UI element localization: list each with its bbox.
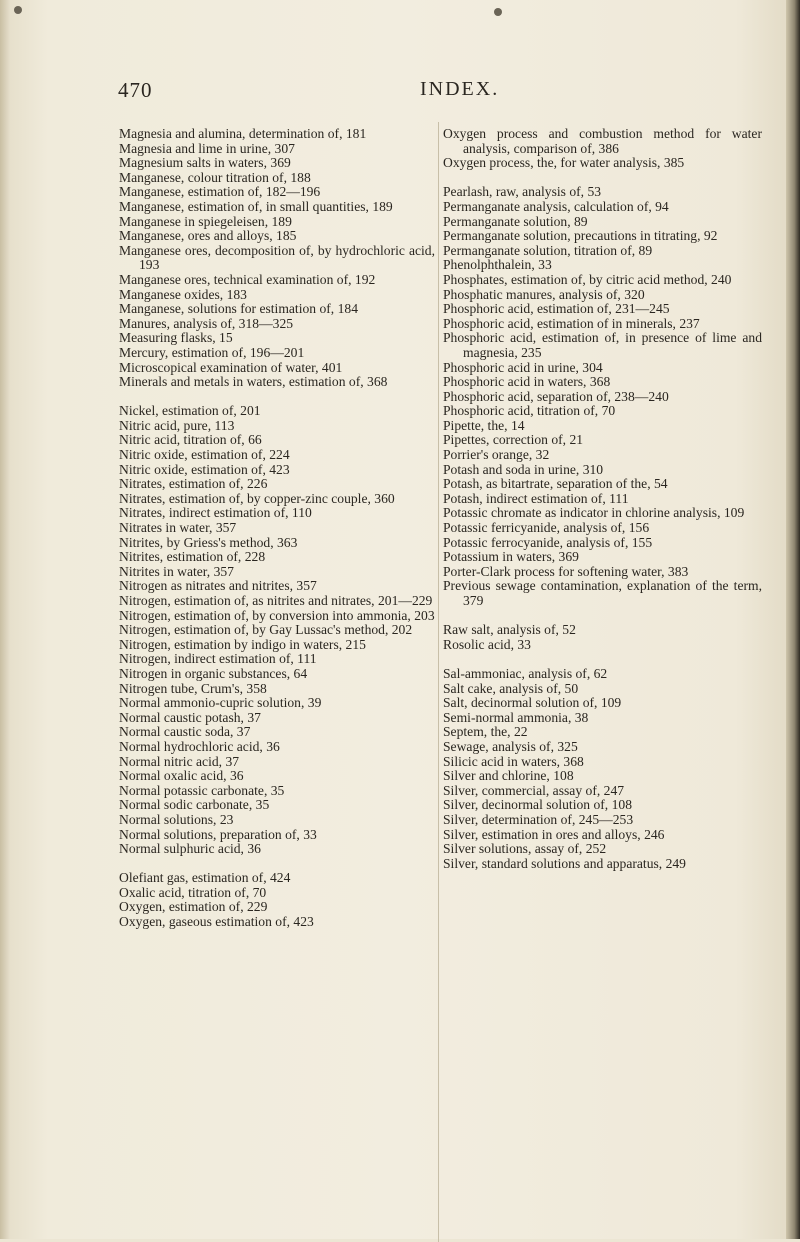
- index-entry: Silicic acid in waters, 368: [443, 753, 584, 769]
- index-entry: Normal potassic carbonate, 35: [119, 782, 285, 798]
- index-entry: Phosphoric acid, estimation of in minerals, 237: [443, 315, 700, 331]
- index-entry: Magnesia and lime in urine, 307: [119, 140, 295, 156]
- index-entry: Silver, determination of, 245—253: [443, 811, 634, 827]
- index-entry: Measuring flasks, 15: [119, 330, 233, 346]
- index-entry: Nitrites, by Griess's method, 363: [119, 534, 298, 550]
- index-entry: Phosphoric acid, separation of, 238—240: [443, 388, 669, 404]
- index-entry: Nitric oxide, estimation of, 224: [119, 447, 290, 463]
- section-gap: [443, 652, 762, 667]
- section-gap: [119, 390, 435, 405]
- index-entry: Manganese, ores and alloys, 185: [119, 228, 297, 244]
- index-entry: Nitrogen, estimation of, by Gay Lussac's method, 202: [119, 622, 413, 638]
- index-entry: Permanganate solution, 89: [443, 213, 588, 229]
- index-entry: Manganese in spiegeleisen, 189: [119, 213, 292, 229]
- index-entry: Nitrogen tube, Crum's, 358: [119, 680, 267, 696]
- scan-mark-dot: [494, 8, 502, 16]
- index-entry: Nitrites, estimation of, 228: [119, 549, 266, 565]
- index-entry: Potassic ferrocyanide, analysis of, 155: [443, 534, 653, 550]
- index-entry: Potash, as bitartrate, separation of the, 54: [443, 476, 668, 492]
- running-head: INDEX.: [420, 78, 500, 100]
- index-entry: Pearlash, raw, analysis of, 53: [443, 184, 602, 200]
- index-entry: Sewage, analysis of, 325: [443, 738, 578, 754]
- index-entry: Phosphates, estimation of, by citric acid method, 240: [443, 271, 732, 287]
- index-entry: Raw salt, analysis of, 52: [443, 622, 576, 638]
- index-entry: Phosphatic manures, analysis of, 320: [443, 286, 645, 302]
- index-entry: Silver and chlorine, 108: [443, 768, 574, 784]
- index-entry: Nitrogen as nitrates and nitrites, 357: [119, 578, 317, 594]
- index-entry: Manganese oxides, 183: [119, 286, 247, 302]
- index-entry: Permanganate analysis, calculation of, 94: [443, 198, 669, 214]
- index-entry: Magnesia and alumina, determination of, 181: [119, 126, 367, 141]
- index-column-left: [119, 127, 435, 930]
- index-entry: Porter-Clark process for softening water, 383: [443, 563, 689, 579]
- index-entry: Nitric acid, pure, 113: [119, 417, 235, 433]
- index-entry: Normal oxalic acid, 36: [119, 768, 244, 784]
- index-entry: Nitrates, estimation of, by copper-zinc couple, 360: [119, 490, 395, 506]
- index-entry: Salt, decinormal solution of, 109: [443, 695, 622, 711]
- index-entry: Nitrogen, estimation of, as nitrites and nitrates, 201—229: [119, 593, 433, 608]
- page-gutter: [0, 0, 10, 1239]
- index-entry: Manganese, solutions for estimation of, 184: [119, 301, 358, 317]
- index-entry: Normal caustic potash, 37: [119, 709, 261, 725]
- index-entry: Permanganate solution, titration of, 89: [443, 242, 653, 258]
- index-entry: Silver, standard solutions and apparatus, 249: [443, 855, 686, 871]
- index-entry: Nitrates, estimation of, 226: [119, 476, 268, 492]
- index-entry: Potassic ferricyanide, analysis of, 156: [443, 520, 650, 536]
- index-entry: Minerals and metals in waters, estimation of, 368: [119, 374, 388, 390]
- index-entry: Nitrogen, estimation by indigo in waters, 215: [119, 636, 366, 652]
- index-entry: Microscopical examination of water, 401: [119, 359, 343, 375]
- index-entry: Nitric acid, titration of, 66: [119, 432, 262, 448]
- page-header: [0, 78, 800, 108]
- index-entry: Nitrogen in organic substances, 64: [119, 665, 308, 681]
- index-entry: Nitrogen, indirect estimation of, 111: [119, 651, 317, 667]
- index-entry: Oxalic acid, titration of, 70: [119, 884, 267, 900]
- index-entry: Silver, estimation in ores and alloys, 246: [443, 826, 665, 842]
- index-entry: Phosphoric acid, estimation of, 231—245: [443, 301, 670, 317]
- index-entry: Pipettes, correction of, 21: [443, 432, 584, 448]
- index-entry: Oxygen, estimation of, 229: [119, 899, 268, 915]
- section-gap: [443, 171, 762, 186]
- index-entry: Nitrites in water, 357: [119, 563, 234, 579]
- index-entry: Potash, indirect estimation of, 111: [443, 490, 629, 506]
- index-entry: Semi-normal ammonia, 38: [443, 709, 589, 725]
- index-entry: Oxygen process, the, for water analysis, 385: [443, 155, 685, 171]
- index-entry: Silver, commercial, assay of, 247: [443, 782, 625, 798]
- index-entry: Nitrates, indirect estimation of, 110: [119, 505, 312, 521]
- index-entry: Manganese ores, decomposition of, by hydrochloric acid, 193: [119, 242, 435, 273]
- section-gap: [443, 609, 762, 624]
- index-entry: Phosphoric acid, estimation of, in presence of lime and magnesia, 235: [443, 330, 762, 360]
- page-edge-shadow: [786, 0, 800, 1239]
- index-entry: Nitrogen, estimation of, by conversion into ammonia, 203: [119, 607, 435, 623]
- section-gap: [119, 857, 435, 872]
- index-entry: Olefiant gas, estimation of, 424: [119, 870, 291, 886]
- index-entry: Septem, the, 22: [443, 724, 528, 740]
- index-entry: Mercury, estimation of, 196—201: [119, 344, 305, 360]
- index-entry: Normal caustic soda, 37: [119, 724, 251, 740]
- index-entry: Nitric oxide, estimation of, 423: [119, 461, 290, 477]
- index-entry: Rosolic acid, 33: [443, 636, 531, 652]
- index-entry: Sal-ammoniac, analysis of, 62: [443, 665, 608, 681]
- index-entry: Manures, analysis of, 318—325: [119, 315, 294, 331]
- index-entry: Manganese, estimation of, 182—196: [119, 184, 321, 200]
- index-entry: Previous sewage contamination, explanation of the term, 379: [443, 578, 762, 608]
- index-entry: Permanganate solution, precautions in titrating, 92: [443, 228, 718, 244]
- index-entry: Normal nitric acid, 37: [119, 753, 240, 769]
- index-entry: Oxygen, gaseous estimation of, 423: [119, 914, 314, 930]
- index-entry: Potash and soda in urine, 310: [443, 461, 604, 477]
- index-entry: Normal sodic carbonate, 35: [119, 797, 270, 813]
- index-entry: Normal solutions, 23: [119, 811, 234, 827]
- index-entry: Phosphoric acid in urine, 304: [443, 359, 603, 375]
- index-entry: Porrier's orange, 32: [443, 447, 550, 463]
- index-entry: Silver, decinormal solution of, 108: [443, 797, 632, 813]
- index-column-right: [443, 127, 762, 871]
- index-entry: Oxygen process and combustion method for water analysis, comparison of, 386: [443, 126, 762, 156]
- page-number: 470: [118, 78, 153, 102]
- index-entry: Manganese, estimation of, in small quantities, 189: [119, 198, 393, 214]
- index-entry: Phosphoric acid, titration of, 70: [443, 403, 616, 419]
- index-entry: Normal hydrochloric acid, 36: [119, 738, 280, 754]
- index-entry: Manganese ores, technical examination of, 192: [119, 271, 376, 287]
- index-entry: Salt cake, analysis of, 50: [443, 680, 579, 696]
- index-entry: Normal solutions, preparation of, 33: [119, 826, 317, 842]
- index-entry: Normal ammonio-cupric solution, 39: [119, 695, 322, 711]
- index-entry: Normal sulphuric acid, 36: [119, 841, 261, 857]
- index-entry: Pipette, the, 14: [443, 417, 525, 433]
- index-entry: Manganese, colour titration of, 188: [119, 169, 311, 185]
- index-entry: Nitrates in water, 357: [119, 520, 237, 536]
- column-divider: [438, 122, 439, 1242]
- index-entry: Silver solutions, assay of, 252: [443, 841, 607, 857]
- index-entry: Magnesium salts in waters, 369: [119, 155, 291, 171]
- index-entry: Potassic chromate as indicator in chlorine analysis, 109: [443, 505, 745, 521]
- scan-mark-dot: [14, 6, 22, 14]
- index-entry: Phenolphthalein, 33: [443, 257, 552, 273]
- index-entry: Nickel, estimation of, 201: [119, 403, 261, 419]
- index-entry: Potassium in waters, 369: [443, 549, 579, 565]
- index-entry: Phosphoric acid in waters, 368: [443, 374, 611, 390]
